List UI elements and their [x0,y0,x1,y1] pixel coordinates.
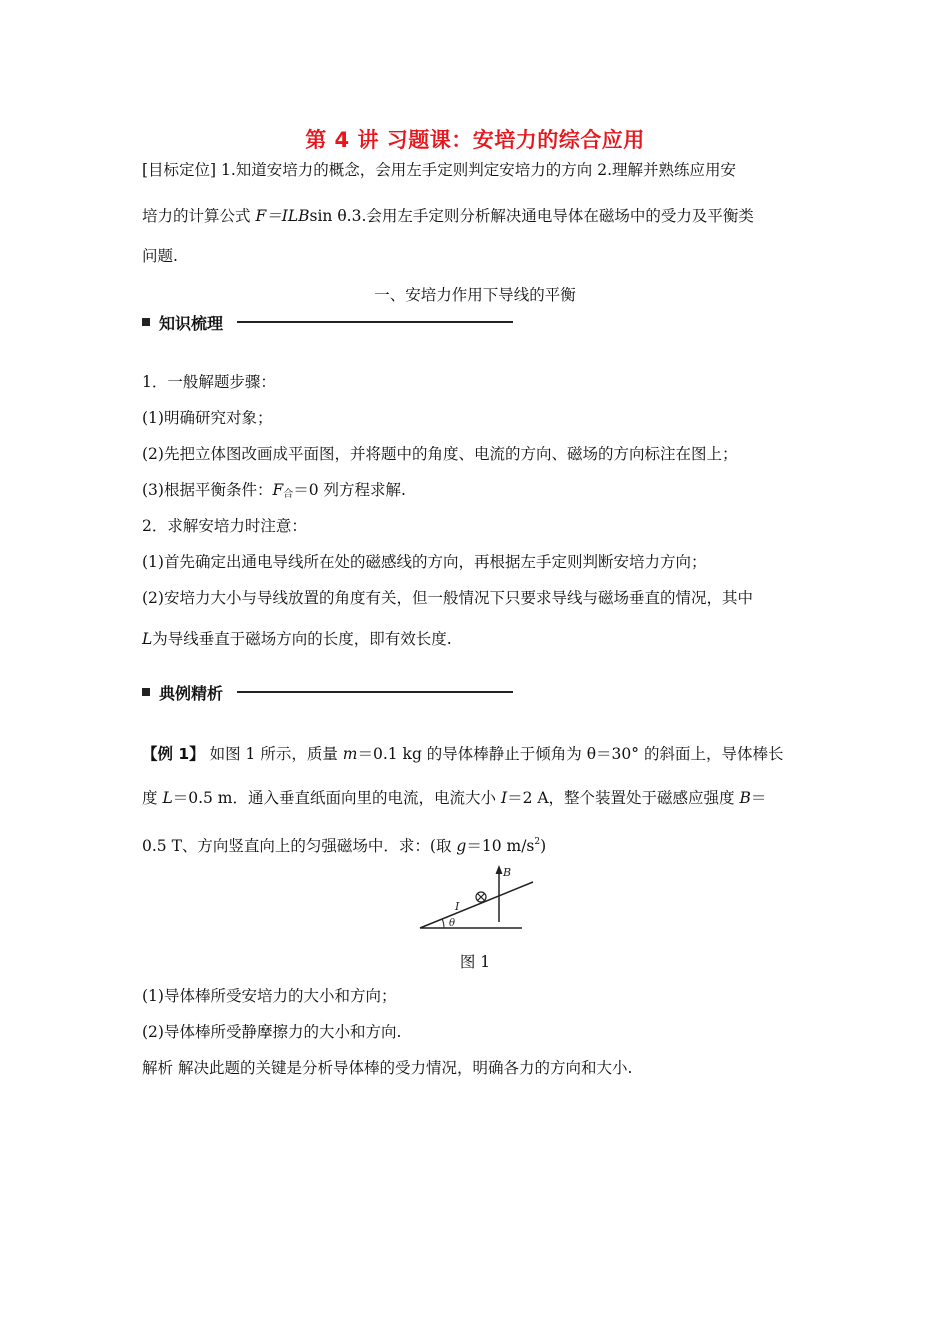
list-item: (3)根据平衡条件：$F_合=0$ 列方程求解. [142,481,406,500]
objectives-line-1: [目标定位] 1.知道安培力的概念，会用左手定则判定安培力的方向 2.理解并熟练应用安 [142,161,737,179]
list-item: (1)明确研究对象； [142,409,273,427]
section-title: 一、安培力作用下导线的平衡 [374,286,576,304]
angle-arc [442,919,444,928]
arrow-up-icon [496,865,503,874]
list-item: (2)安培力大小与导线放置的角度有关，但一般情况下只要求导线与磁场垂直的情况，其中 [142,589,753,607]
label-theta: θ [449,918,456,929]
figure-caption: 图 1 [459,953,491,971]
example-label: 【例 1】 [142,745,205,763]
analysis-label: 解析 [142,1059,174,1077]
list-item: 1．一般解题步骤： [142,373,276,391]
example-line-2: 度 L＝0.5 m．通入垂直纸面向里的电流，电流大小 I＝2 A，整个装置处于磁感应强度 B＝ [142,789,767,807]
list-item: (1)首先确定出通电导线所在处的磁感线的方向，再根据左手定则判断安培力方向； [142,553,707,571]
square-bullet-icon [142,688,150,696]
question: (1)导体棒所受安培力的大小和方向； [142,987,397,1005]
example-line-3: 0.5 T、方向竖直向上的匀强磁场中．求：(取 g＝10 $m/s^2$) [142,837,547,855]
incline-figure [415,862,540,934]
heading-rule [237,691,513,693]
label-B: B [503,866,512,879]
page-title: 第 4 讲 习题课：安培力的综合应用 [305,128,645,152]
knowledge-heading: 知识梳理 [142,310,513,334]
example-line-1: 【例 1】 如图 1 所示，质量 m＝0.1 kg 的导体棒静止于倾角为 θ＝30° 的斜面上，导体棒长 [142,745,784,763]
square-bullet-icon [142,318,150,326]
analysis: 解析 解决此题的关键是分析导体棒的受力情况，明确各力的方向和大小. [142,1059,633,1077]
heading-rule [237,321,513,323]
list-item: (2)先把立体图改画成平面图，并将题中的角度、电流的方向、磁场的方向标注在图上； [142,445,738,463]
objectives-line-2: 培力的计算公式 F＝ILBsin θ.3.会用左手定则分析解决通电导体在磁场中的受力及平衡类 [142,207,754,225]
list-item: 2．求解安培力时注意： [142,517,307,535]
examples-heading: 典例精析 [142,680,513,704]
list-item: L为导线垂直于磁场方向的长度，即有效长度. [142,630,452,648]
objectives-line-3: 问题. [142,247,178,265]
label-I: I [455,900,460,913]
incline-line [420,882,533,928]
question: (2)导体棒所受静摩擦力的大小和方向. [142,1023,402,1041]
formula: F＝ILB [255,207,310,225]
